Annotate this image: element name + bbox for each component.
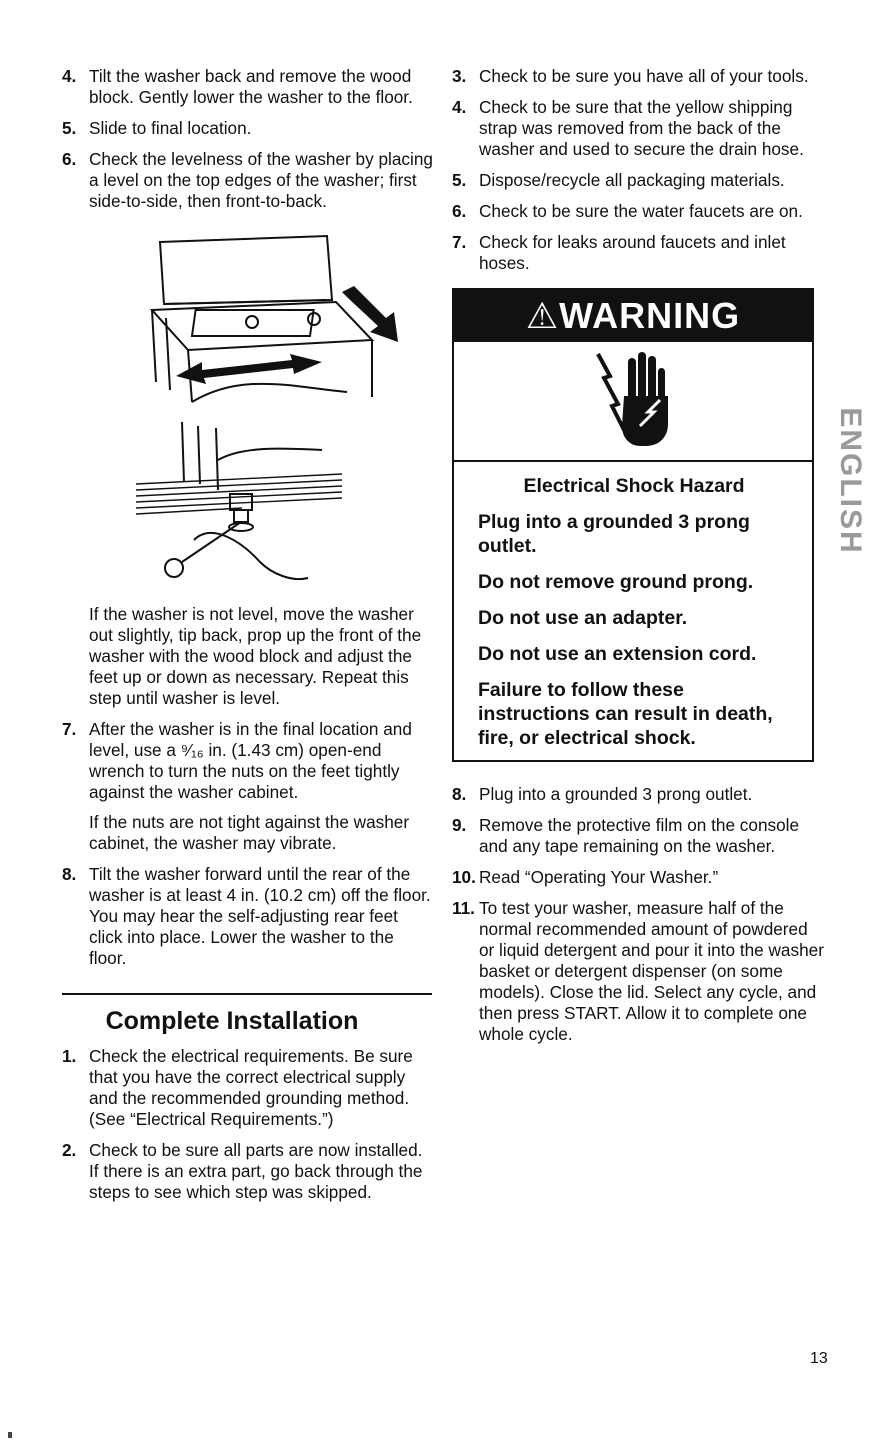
step-text: Check the electrical requirements. Be sure that you have the correct electrical supply and the recommended grounding method. (See “Electrical Requirements.”) — [89, 1046, 413, 1129]
step-number: 3. — [452, 66, 467, 86]
step-3-right — [452, 66, 824, 87]
section-divider — [62, 993, 432, 995]
step-number: 6. — [452, 201, 467, 221]
left-column — [62, 66, 434, 1213]
step-number: 8. — [452, 784, 467, 804]
step-number: 4. — [452, 97, 467, 117]
step-4-left — [62, 66, 434, 108]
step-text: Remove the protective film on the console and any tape remaining on the washer. — [479, 815, 800, 856]
final-steps-right — [452, 784, 824, 1045]
step-text: Tilt the washer forward until the rear of the washer is at least 4 in. (10.2 cm) off the floor. You may hear the self-adjusting rear feet click into place. Lower the washer to the floor. — [89, 864, 431, 968]
step-number: 9. — [452, 815, 467, 835]
language-side-tab — [826, 388, 872, 574]
section-title: Complete Installation — [105, 1007, 359, 1035]
complete-installation-steps — [62, 1046, 434, 1203]
step-text: Check for leaks around faucets and inlet hoses. — [479, 232, 786, 273]
warning-line: Do not use an adapter. — [478, 607, 688, 629]
step-number: 4. — [62, 66, 77, 86]
warning-header-text: WARNING — [559, 295, 741, 336]
warning-body — [454, 462, 812, 760]
warning-header — [454, 290, 812, 342]
step-11-right — [452, 898, 824, 1045]
step-number: 7. — [452, 232, 467, 252]
step-text: After the washer is in the final location and level, use a ⁹⁄₁₆ in. (1.43 cm) open-end wrench to turn the nuts on the feet tightly against the washer cabinet. — [89, 719, 412, 802]
step-text: Read “Operating Your Washer.” — [479, 867, 719, 887]
warning-line: Do not use an extension cord. — [478, 643, 757, 665]
complete-steps-continued — [452, 66, 824, 274]
page-corner-mark — [8, 1432, 12, 1438]
warning-line: Plug into a grounded 3 prong outlet. — [478, 511, 750, 557]
step-note: If the nuts are not tight against the washer cabinet, the washer may vibrate. — [89, 812, 410, 853]
step-text: Check to be sure that the yellow shipping strap was removed from the back of the washer and used to secure the drain hose. — [479, 97, 804, 159]
warning-title: Electrical Shock Hazard — [523, 475, 745, 497]
washer-illustration-svg — [122, 222, 422, 592]
shock-hazard-icon — [454, 342, 812, 462]
step-number: 11. — [452, 898, 475, 918]
step-number: 2. — [62, 1140, 77, 1160]
language-tab-svg — [826, 388, 872, 574]
step-text: Check to be sure the water faucets are on. — [479, 201, 803, 221]
step-7-right — [452, 232, 824, 274]
step-10-right — [452, 867, 824, 888]
warning-line: Failure to follow these instructions can result in death, fire, or electrical shock. — [478, 679, 773, 749]
step-number: 6. — [62, 149, 77, 169]
step-1-complete — [62, 1046, 434, 1130]
step-8-left — [62, 864, 434, 969]
hand-lightning-icon — [588, 346, 678, 456]
leveling-steps — [62, 66, 434, 212]
step-number: 8. — [62, 864, 77, 884]
step-text: Check to be sure all parts are now installed. If there is an extra part, go back through the steps to see which step was skipped. — [89, 1140, 423, 1202]
step-4-right — [452, 97, 824, 160]
step-7-left — [62, 719, 434, 854]
step-number: 5. — [62, 118, 77, 138]
step-text: Check to be sure you have all of your tools. — [479, 66, 809, 86]
step-text: Tilt the washer back and remove the wood block. Gently lower the washer to the floor. — [89, 66, 413, 107]
step-8-right — [452, 784, 824, 805]
step-number: 7. — [62, 719, 77, 739]
step-text: To test your washer, measure half of the normal recommended amount of powdered or liquid detergent and pour it into the washer basket or detergent dispenser (on some models). Close the lid. Select any cycle, and then press START. Allow it to complete one whole cycle. — [479, 898, 824, 1044]
step-text: Dispose/recycle all packaging materials. — [479, 170, 785, 190]
step-6-left — [62, 149, 434, 212]
step-5-left — [62, 118, 434, 139]
right-column — [452, 66, 824, 1055]
electrical-shock-warning — [452, 288, 814, 762]
warning-triangle-icon: ⚠ — [525, 295, 560, 336]
step-text: Plug into a grounded 3 prong outlet. — [479, 784, 753, 804]
step-2-complete — [62, 1140, 434, 1203]
step-6-right — [452, 201, 824, 222]
step-text: Check the levelness of the washer by placing a level on the top edges of the washer; first side-to-side, then front-to-back. — [89, 149, 433, 211]
step-5-right — [452, 170, 824, 191]
level-adjust-paragraph: If the washer is not level, move the washer out slightly, tip back, prop up the front of the washer with the wood block and adjust the feet up or down as necessary. Repeat this step until washer is level. — [89, 604, 422, 708]
language-tab-label: ENGLISH — [834, 407, 868, 555]
step-number: 5. — [452, 170, 467, 190]
step-text: Slide to final location. — [89, 118, 252, 138]
step-number: 1. — [62, 1046, 77, 1066]
final-steps-left — [62, 719, 434, 969]
step-9-right — [452, 815, 824, 857]
step-number: 10. — [452, 867, 476, 887]
page-number: 13 — [810, 1350, 828, 1367]
washer-leveling-illustration — [122, 222, 422, 592]
warning-line: Do not remove ground prong. — [478, 571, 754, 593]
